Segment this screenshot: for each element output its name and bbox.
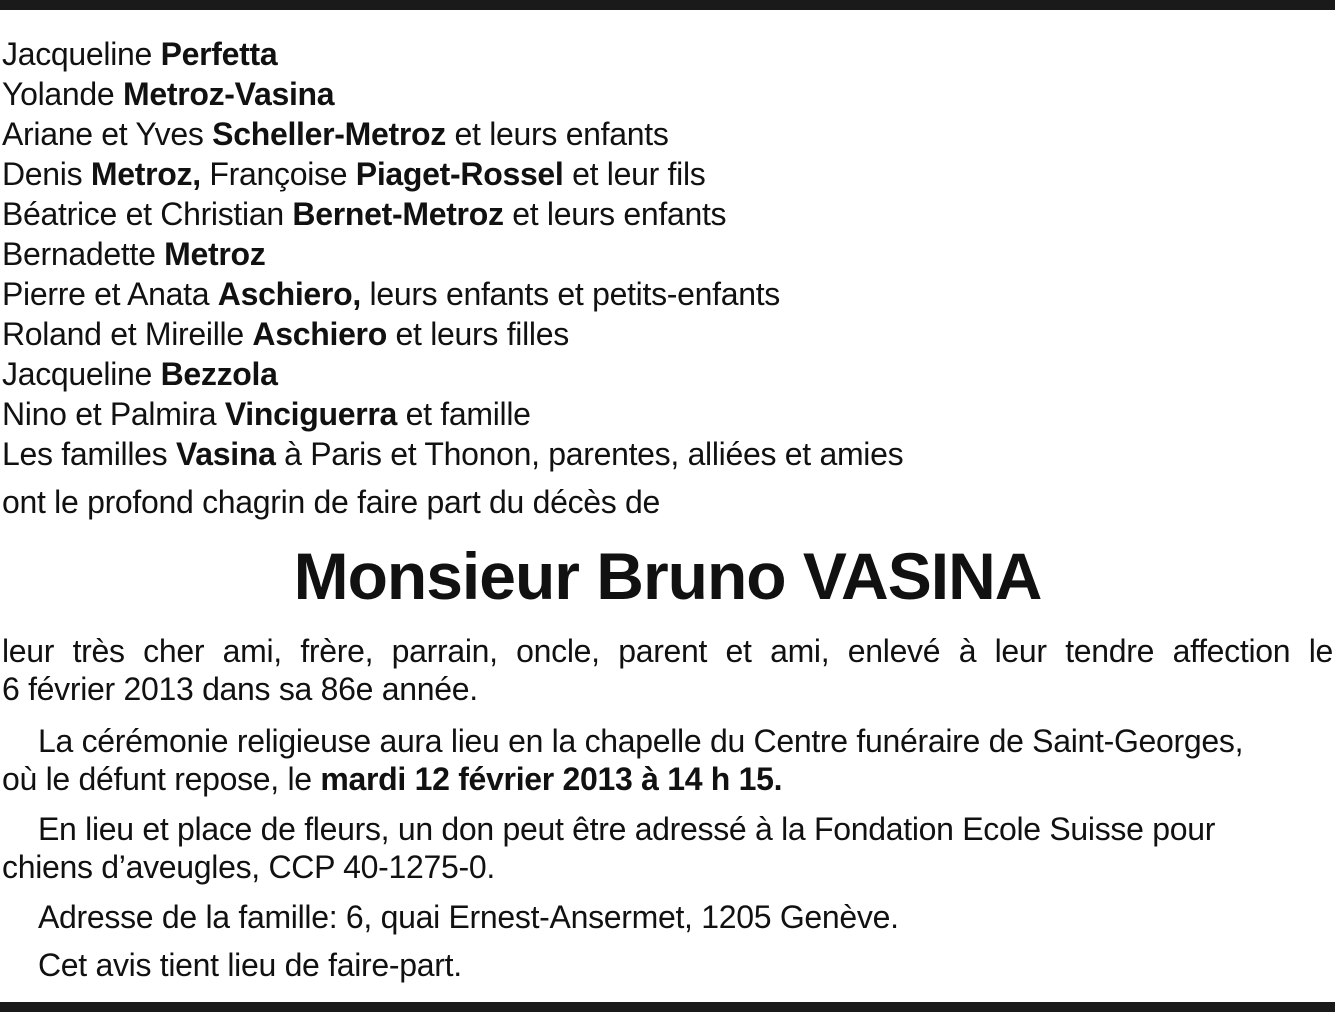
family-given-text: Jacqueline: [2, 36, 161, 72]
family-surname: Scheller-Metroz: [212, 116, 446, 152]
ceremony-location-text: où le défunt repose, le: [2, 761, 321, 797]
family-surname: Metroz: [164, 236, 266, 272]
paragraph-relationship: [2, 632, 1333, 708]
closing-note: Cet avis tient lieu de faire-part.: [38, 947, 462, 983]
family-line: [2, 434, 1322, 474]
family-given-text: et leurs enfants: [445, 116, 669, 152]
family-given-text: Ariane et Yves: [2, 116, 213, 152]
paragraph-ceremony-line-2: [2, 760, 1333, 798]
paragraph-donation-line-1: En lieu et place de fleurs, un don peut être adressé à la Fondation Ecole Suisse pour: [38, 811, 1216, 847]
top-border-rule: [0, 0, 1335, 10]
family-line: [2, 194, 1322, 234]
family-surname: Bezzola: [160, 356, 278, 392]
family-line: [2, 314, 1322, 354]
deceased-name: Monsieur Bruno VASINA: [293, 539, 1042, 613]
family-given-text: à Paris et Thonon, parentes, alliées et amies: [275, 436, 904, 472]
family-list: [2, 34, 1322, 474]
ceremony-date-time: mardi 12 février 2013 à 14 h 15.: [320, 761, 783, 797]
family-given-text: Jacqueline: [2, 356, 161, 392]
paragraph-ceremony: [2, 722, 1333, 798]
family-given-text: Françoise: [200, 156, 356, 192]
family-line: [2, 394, 1322, 434]
announcement-intro: ont le profond chagrin de faire part du décès de: [2, 484, 661, 520]
family-line: [2, 34, 1322, 74]
family-given-text: Roland et Mireille: [2, 316, 253, 352]
bottom-border-rule: [0, 1002, 1335, 1012]
family-given-text: et leur fils: [563, 156, 706, 192]
paragraph-ceremony-line-1: La cérémonie religieuse aura lieu en la chapelle du Centre funéraire de Saint-Georges,: [38, 723, 1244, 759]
family-surname: Vasina: [175, 436, 276, 472]
family-line: [2, 274, 1322, 314]
family-line: [2, 354, 1322, 394]
paragraph-donation-line-2: chiens d’aveugles, CCP 40-1275-0.: [2, 849, 495, 885]
family-given-text: Bernadette: [2, 236, 165, 272]
family-given-text: et leurs filles: [386, 316, 569, 352]
family-line: [2, 74, 1322, 114]
paragraph-relationship-line-2: 6 février 2013 dans sa 86e année.: [2, 671, 478, 707]
family-address: Adresse de la famille: 6, quai Ernest-Ansermet, 1205 Genève.: [38, 899, 899, 935]
family-given-text: Nino et Palmira: [2, 396, 225, 432]
paragraph-donation: [2, 810, 1333, 886]
family-given-text: Béatrice et Christian: [2, 196, 293, 232]
family-surname: Piaget-Rossel: [355, 156, 564, 192]
family-given-text: Denis: [2, 156, 91, 192]
paragraph-relationship-line-1: leur très cher ami, frère, parrain, oncle, parent et ami, enlevé à leur tendre affection le: [2, 633, 1333, 669]
family-surname: Perfetta: [160, 36, 278, 72]
family-given-text: Yolande: [2, 76, 123, 112]
family-line: [2, 154, 1322, 194]
family-surname: Aschiero,: [217, 276, 361, 312]
paragraph-address: [2, 898, 1333, 936]
family-surname: Bernet-Metroz: [292, 196, 504, 232]
paragraph-closing: [2, 946, 1333, 984]
family-given-text: Pierre et Anata: [2, 276, 218, 312]
family-given-text: leurs enfants et petits-enfants: [360, 276, 781, 312]
family-surname: Vinciguerra: [224, 396, 398, 432]
family-surname: Aschiero: [252, 316, 387, 352]
family-line: [2, 114, 1322, 154]
family-surname: Metroz,: [90, 156, 201, 192]
family-given-text: Les familles: [2, 436, 176, 472]
family-surname: Metroz-Vasina: [123, 76, 335, 112]
family-line: [2, 234, 1322, 274]
family-given-text: et leurs enfants: [503, 196, 727, 232]
family-given-text: et famille: [397, 396, 531, 432]
